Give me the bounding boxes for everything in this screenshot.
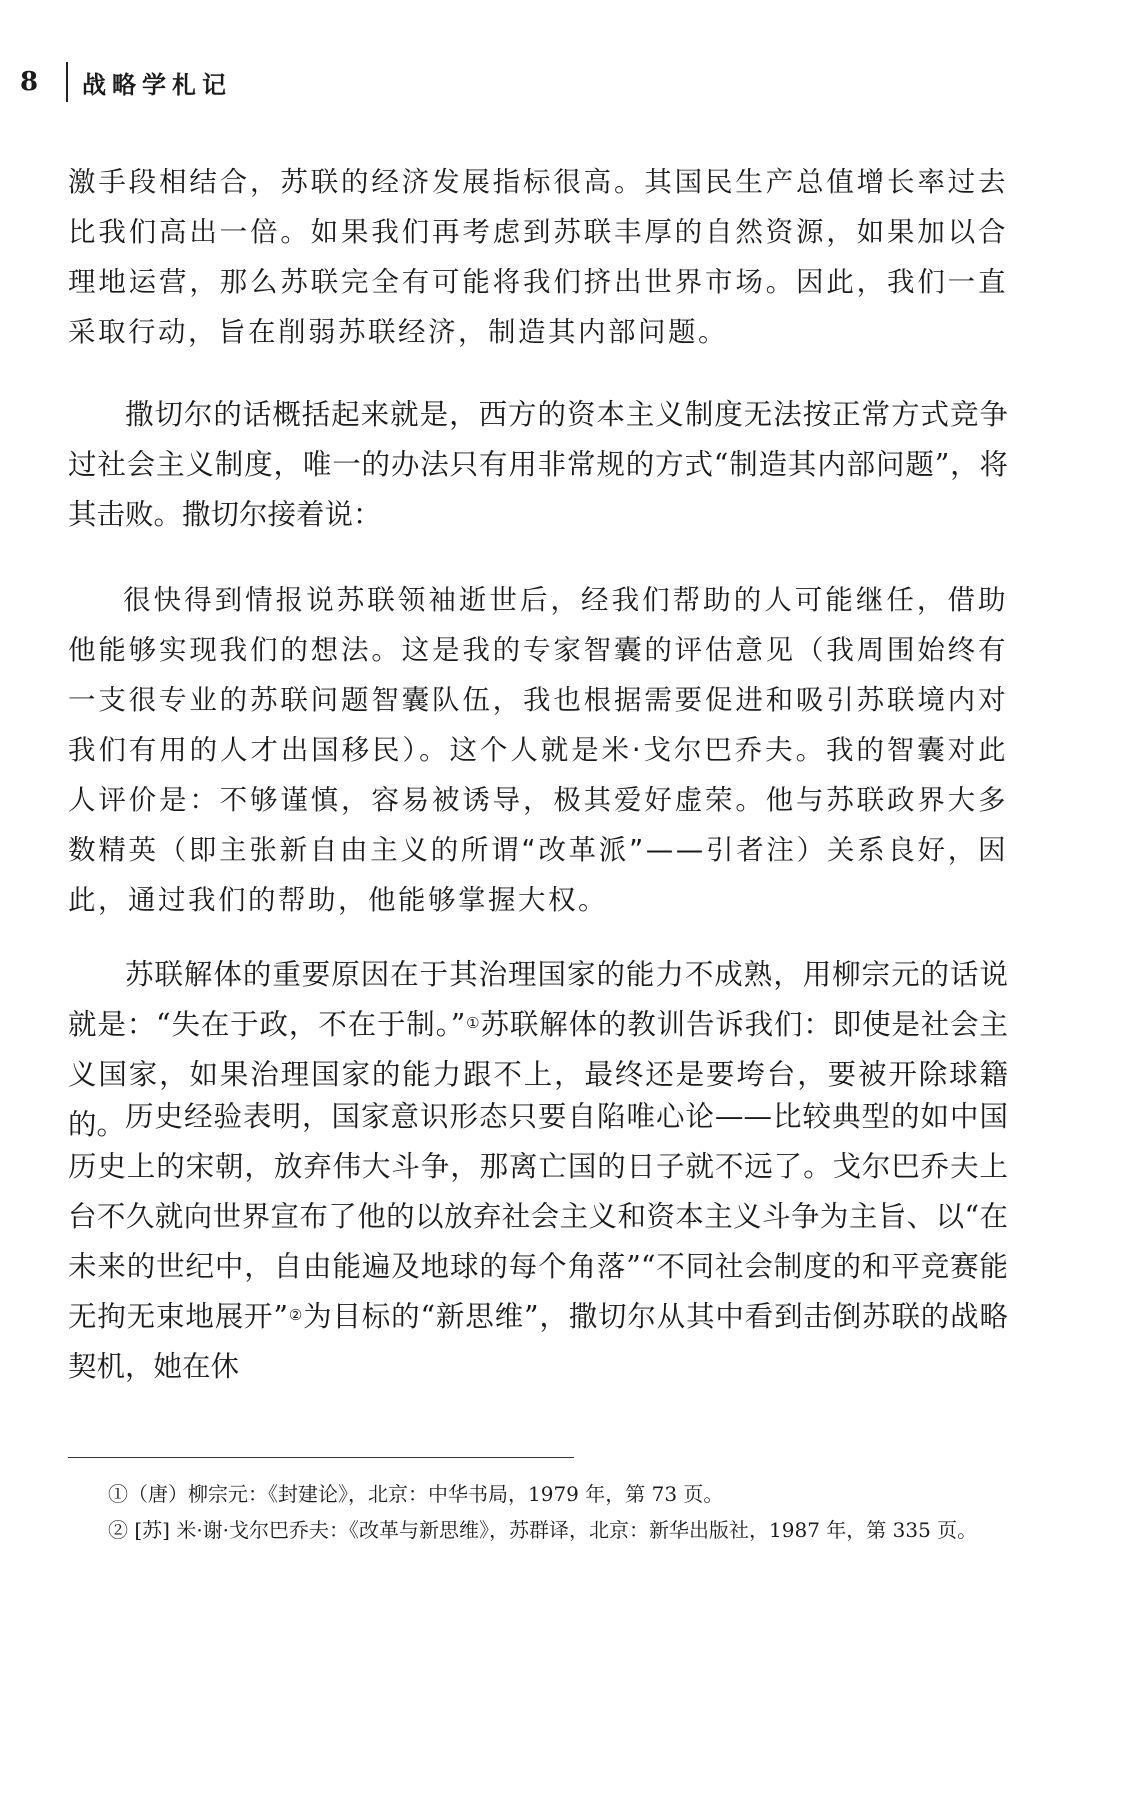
footnotes — [68, 1476, 1008, 1548]
body-text: 历史经验表明，国家意识形态只要自陷唯心论——比较典型的如中国历史上的宋朝，放弃伟大斗争，那离亡国的日子就不远了。戈尔巴乔夫上台不久就向世界宣布了他的以放弃社会主义和资本主义斗争为主旨、以“在未来的世纪中，自由能遍及地球的每个角落”“不同社会制度的和平竞赛能无拘无束地展开” — [68, 1100, 1008, 1333]
quote-continuation: 激手段相结合，苏联的经济发展指标很高。其国民生产总值增长率过去比我们高出一倍。如果我们再考虑到苏联丰厚的自然资源，如果加以合理地运营，那么苏联完全有可能将我们挤出世界市场。因此，我们一直采取行动，旨在削弱苏联经济，制造其内部问题。 — [68, 166, 1008, 348]
footnote-divider — [68, 1457, 574, 1458]
body-paragraph: 撒切尔的话概括起来就是，西方的资本主义制度无法按正常方式竞争过社会主义制度，唯一的办法只有用非常规的方式“制造其内部问题”，将其击败。撒切尔接着说： — [68, 398, 1008, 531]
footnote-ref-2: ② — [287, 1306, 304, 1324]
body-text: 为目标的“新思维”，撒切尔从其中看到击倒苏联的战略契机，她在休 — [68, 1300, 1008, 1383]
body-text: 苏联解体的教训告诉我们：即使是社会主义国家，如果治理国家的能力跟不上，最终还是要垮台，要被开除球籍的。 — [68, 1008, 1008, 1141]
footnote-ref-1: ① — [465, 1014, 481, 1032]
header-divider — [66, 62, 68, 102]
block-quote: 很快得到情报说苏联领袖逝世后，经我们帮助的人可能继任，借助他能够实现我们的想法。这是我的专家智囊的评估意见（我周围始终有一支很专业的苏联问题智囊队伍，我也根据需要促进和吸引苏联境内对我们有用的人才出国移民）。这个人就是米·戈尔巴乔夫。我的智囊对此人评价是：不够谨慎，容易被诱导，极其爱好虚荣。他与苏联政界大多数精英（即主张新自由主义的所谓“改革派”——引者注）关系良好，因此，通过我们的帮助，他能够掌握大权。 — [68, 584, 1008, 916]
footnote-2: ② [苏] 米·谢·戈尔巴乔夫：《改革与新思维》，苏群译，北京：新华出版社，1987 年，第 335 页。 — [108, 1518, 978, 1542]
footnote-1: ①（唐）柳宗元：《封建论》，北京：中华书局，1979 年，第 73 页。 — [108, 1482, 724, 1506]
running-head: 战略学札记 — [82, 70, 232, 99]
page-number: 8 — [20, 67, 39, 97]
body-text: 苏联解体的重要原因在于其治理国家的能力不成熟，用柳宗元的话说就是：“失在于政，不在于制。” — [68, 958, 1008, 1041]
body-paragraph — [68, 1092, 1008, 1392]
page-header — [20, 60, 232, 104]
